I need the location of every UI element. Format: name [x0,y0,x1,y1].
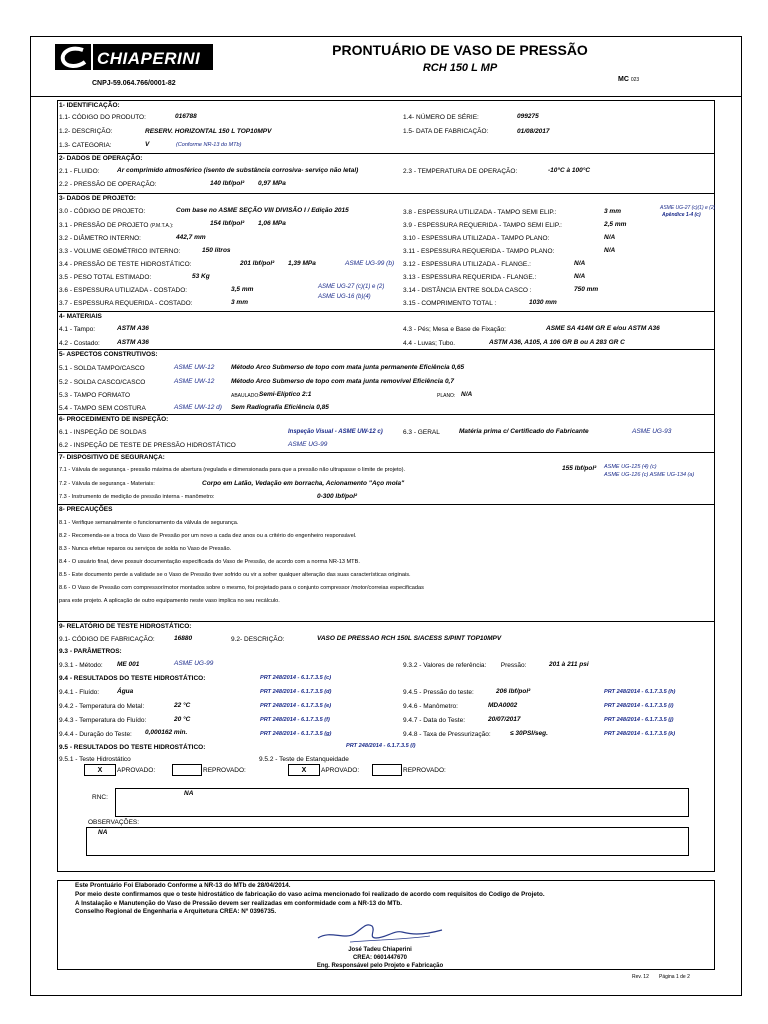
value-tampo: ASTM A36 [117,325,149,332]
label-solda-casco: 5.2 - SOLDA CASCO/CASCO [59,379,146,386]
value-manometro: 0-300 lbf/pol² [317,493,358,500]
label-plano: PLANO: [437,393,456,399]
value-rnc: NA [184,790,194,797]
label-aprovado-estanqueidade: APROVADO: [321,767,360,774]
label-observacoes: OBSERVAÇÕES: [88,819,140,826]
value-espessura-req-flange: N/A [574,273,586,280]
label-pressao-teste-res: 9.4.5 - Pressão do teste: [403,689,474,696]
label-espessura-req-tampo-plano: 3.11 - ESPESSURA REQUERIDA - TAMPO PLANO: [403,248,555,255]
value-distancia-solda: 750 mm [574,286,599,293]
label-espessura-costado: 3.6 - ESPESSURA UTILIZADA - COSTADO: [59,287,188,294]
section-dados-operacao: 2- DADOS DE OPERAÇÃO: [57,153,715,163]
label-taxa: 9.4.8 - Taxa de Pressurização: [403,731,491,738]
precaucao-8-2: 8.2 - Recomenda-se a troca do Vaso de Pressão por um novo a cada dez anos ou a critério do engenheiro responsável. [59,533,357,539]
value-pressao-projeto-lbf: 154 lbf/pol² [210,220,245,227]
section-materiais: 4- MATERIAIS [57,311,715,321]
ref-taxa: PRT 248/2014 - 6.1.7.3.5 (k) [604,731,676,737]
document-title: PRONTUÁRIO DE VASO DE PRESSÃO [332,42,588,58]
section-identificacao: 1- IDENTIFICAÇÃO: [59,102,120,109]
header-divider [30,96,742,97]
section-inspecao: 6- PROCEDIMENTO DE INSPEÇÃO: [57,414,715,424]
label-descricao-teste: 9.2- DESCRIÇÃO: [231,636,285,643]
ref-geral: ASME UG-93 [632,428,672,435]
section-relatorio-teste: 9- RELATÓRIO DE TESTE HIDROSTÁTICO: [57,621,715,631]
value-inspecao-teste: ASME UG-99 [288,441,328,448]
label-comprimento: 3.15 - COMPRIMENTO TOTAL : [403,300,497,307]
rnc-field[interactable] [115,788,689,817]
signatory-name: José Tadeu Chiaperini [348,947,412,953]
value-codigo-projeto: Com base no ASME SEÇÃO VIII DIVISÃO I / Edição 2015 [176,207,349,214]
label-abaulado: ABAULADO: [231,393,260,399]
label-tampo: 4.1 - Tampo: [59,326,96,333]
value-luvas: ASTM A36, A105, A 106 GR B ou A 283 GR C [489,339,625,346]
label-categoria: 1.3- CATEGORIA: [59,142,112,149]
label-codigo-projeto: 3.0 - CÓDIGO DE PROJETO: [59,208,146,215]
ref-duracao: PRT 248/2014 - 6.1.7.3.5 (g) [260,731,332,737]
checkbox-reprovado-estanqueidade[interactable] [372,764,402,776]
footer-line-4: Conselho Regional de Engenharia e Arquitetura CREA: Nº 0396735. [75,908,277,915]
ref-espessura-costado: ASME UG-27 (c)(1) e (2) [318,284,385,290]
observacoes-field[interactable] [86,827,689,856]
ref-resultados: PRT 248/2014 - 6.1.7.3.5 (c) [260,675,332,681]
value-fluido: Ar comprimido atmosférico (isento de substância corrosiva- serviço não letal) [117,167,359,174]
cnpj: CNPJ-59.064.766/0001-82 [92,80,176,87]
label-codigo-fabricacao: 9.1- CÓDIGO DE FABRICAÇÃO: [59,636,155,643]
value-metodo: ME 001 [117,661,140,668]
label-teste-estanqueidade: 9.5.2 - Teste de Estanqueidade [259,756,349,763]
label-data-fabricacao: 1.5- DATA DE FABRICAÇÃO: [403,128,489,135]
mc-code: MC 023 [618,76,640,83]
label-manometro: 7.3 - Instrumento de medição de pressão interna - manômetro: [59,494,215,500]
ref-espessura-tampo-elip: ASME UG-27 (c)(1) e (2) [660,205,716,211]
footer-line-1: Este Prontuário Foi Elaborado Conforme a NR-13 do MTb de 28/04/2014. [75,882,291,889]
value-espessura-tampo-plano: N/A [604,234,616,241]
value-pressao-operacao-mpa: 0,97 MPa [258,180,286,187]
label-costado: 4.2 - Costado: [59,340,100,347]
ref-manometro-teste: PRT 248/2014 - 6.1.7.3.5 (i) [604,703,674,709]
value-manometro-teste: MDA0002 [488,702,518,709]
ref-pressao-teste-res: PRT 248/2014 - 6.1.7.3.5 (h) [604,689,676,695]
ref-resultados-95: PRT 248/2014 - 6.1.7.3.5 (l) [346,743,416,749]
value-pressao-projeto-mpa: 1,06 MPa [258,220,286,227]
label-tampo-formato: 5.3 - TAMPO FORMATO [59,392,131,399]
section-precaucoes: 8- PRECAUÇÕES [57,504,715,514]
value-codigo-fabricacao: 16880 [174,635,193,642]
checkbox-aprovado-estanqueidade[interactable]: X [288,764,320,776]
value-categoria-norma: (Conforme NR-13 do MTb) [176,142,242,148]
value-temp-fluido: 20 °C [174,716,191,723]
label-espessura-req-costado: 3.7 - ESPESSURA REQUERIDA - COSTADO: [59,300,193,307]
label-data-teste: 9.4.7 - Data do Teste: [403,717,466,724]
label-duracao: 9.4.4 - Duração do Teste: [59,731,132,738]
label-descricao: 1.2- DESCRIÇÃO: [59,128,113,135]
ref-valvula-1: ASME UG-125 (4) (c) [604,464,657,470]
value-abaulado: Semi-Elíptico 2:1 [259,391,312,398]
label-temp-fluido: 9.4.3 - Temperatura do Fluído: [59,717,147,724]
ref-espessura-req-costado: ASME UG-16 (b)(4) [318,294,371,300]
label-volume: 3.3 - VOLUME GEOMÉTRICO INTERNO: [59,248,181,255]
label-diametro-interno: 3.2 - DIÂMETRO INTERNO: [59,235,141,242]
label-fluido-teste: 9.4.1 - Fluído: [59,689,100,696]
value-data-fabricacao: 01/08/2017 [517,128,550,135]
precaucao-8-6: 8.6 - O Vaso de Pressão com compressor/motor montados sobre o mesmo, foi projetado para o conjunto compressor /motor/correias especificadas [59,585,424,591]
ref-solda-casco: ASME UW-12 [174,378,215,385]
value-solda-casco: Método Arco Submerso de topo com mata junta removível Eficiência 0,7 [231,378,454,385]
signature [310,916,450,946]
label-metodo: 9.3.1 - Método: [59,662,103,669]
label-espessura-flange: 3.12 - ESPESSURA UTILIZADA - FLANGE.: [403,261,531,268]
precaucao-8-1: 8.1 - Verifique semanalmente o funcionamento da válvula de segurança. [59,520,239,526]
precaucao-8-4: 8.4 - O usuário final, deve possuir documentação especificada do Vaso de Pressão, de acordo com a norma NR-13 MTB. [59,559,360,565]
label-reprovado-estanqueidade: REPROVADO: [403,767,446,774]
value-taxa: ≤ 30PSI/seg. [510,730,548,737]
value-espessura-req-tampo-elip: 2,5 mm [604,221,627,228]
chiaperini-logo [55,40,215,74]
label-distancia-solda: 3.14 - DISTÂNCIA ENTRE SOLDA CASCO : [403,287,532,294]
label-codigo-produto: 1.1- CÓDIGO DO PRODUTO: [59,114,146,121]
logo-text: CHIAPERINI [97,49,201,68]
label-pressao-teste: 3.4 - PRESSÃO DE TESTE HIDROSTÁTICO: [59,261,192,268]
value-comprimento: 1030 mm [529,299,557,306]
label-peso: 3.5 - PESO TOTAL ESTIMADO: [59,274,152,281]
signatory-role: Eng. Responsável pelo Projeto e Fabricação [316,963,444,969]
section-aspectos: 5- ASPECTOS CONSTRUTIVOS: [57,349,715,359]
checkbox-reprovado-hidrostatico[interactable] [172,764,202,776]
value-temp-metal: 22 °C [174,702,191,709]
signatory-crea: CREA: 0601447670 [352,955,408,961]
value-espessura-costado: 3,5 mm [231,286,254,293]
value-solda-tampo: Método Arco Submerso de topo com mata junta permanente Eficiência 0,65 [231,364,465,371]
precaucao-8-6-cont: para este projeto. A aplicação de outro equipamento neste vaso implica no seu recálculo. [59,598,280,604]
value-data-teste: 20/07/2017 [488,716,521,723]
label-resultados: 9.4 - RESULTADOS DO TESTE HIDROSTÁTICO: [59,675,206,682]
label-espessura-tampo-elip: 3.8 - ESPESSURA UTILIZADA - TAMPO SEMI ELIP.: [403,209,557,216]
ref-tampo-sem-costura: ASME UW-12 d) [174,404,222,411]
label-numero-serie: 1.4- NÚMERO DE SÉRIE: [403,114,479,121]
value-costado: ASTM A36 [117,339,149,346]
section-dados-projeto: 3- DADOS DE PROJETO: [57,193,715,203]
ref-valvula-2: ASME UG-126 (c) ASME UG-134 (a) [604,472,695,478]
label-pes-mesa: 4.3 - Pés; Mesa e Base de Fixação: [403,326,506,333]
label-espessura-req-tampo-elip: 3.9 - ESPESSURA REQUERIDA - TAMPO SEMI ELIP.: [403,222,562,229]
label-solda-tampo: 5.1 - SOLDA TAMPO/CASCO [59,365,145,372]
revision: Rev. 12 [632,974,649,980]
value-descricao-teste: VASO DE PRESSAO RCH 150L S/ACESS S/PINT TOP10MPV [317,635,502,642]
precaucao-8-3: 8.3 - Nunca efetue reparos ou serviços de solda no Vaso de Pressão. [59,546,232,552]
value-pressao-teste-res: 206 lbf/pol² [496,688,531,695]
ref-solda-tampo: ASME UW-12 [174,364,215,371]
value-inspecao-soldas: Inspeção Visual - ASME UW-12 c) [288,429,383,435]
value-numero-serie: 099275 [517,113,539,120]
label-geral: 6.3 - GERAL [403,429,440,436]
ref-fluido-teste: PRT 248/2014 - 6.1.7.3.5 (d) [260,689,332,695]
value-plano: N/A [461,391,473,398]
label-tampo-sem-costura: 5.4 - TAMPO SEM COSTURA [59,405,146,412]
label-rnc: RNC: [92,794,108,801]
label-parametros: 9.3 - PARÂMETROS: [59,648,122,655]
ref-metodo: ASME UG-99 [174,660,214,667]
ref-temp-fluido: PRT 248/2014 - 6.1.7.3.5 (f) [260,717,330,723]
footer-line-3: A Instalação e Manutenção do Vaso de Pressão devem ser realizadas em conformidade com a NR-13 do MTb. [75,900,402,907]
value-espessura-tampo-elip: 3 mm [604,208,621,215]
value-pressao-teste-mpa: 1,39 MPa [288,260,316,267]
label-aprovado-hidrostatico: APROVADO: [117,767,156,774]
label-espessura-tampo-plano: 3.10 - ESPESSURA UTILIZADA - TAMPO PLANO: [403,235,550,242]
label-pressao-operacao: 2.2 - PRESSÃO DE OPERAÇÃO: [59,181,157,188]
label-teste-hidrostatico: 9.5.1 - Teste Hidrostático [59,756,131,763]
value-diametro-interno: 442,7 mm [176,234,206,241]
value-pressao-teste-lbf: 201 lbf/pol² [240,260,275,267]
label-temp-metal: 9.4.2 - Temperatura do Metal: [59,703,145,710]
label-reprovado-hidrostatico: REPROVADO: [203,767,246,774]
ref-apendice: Apêndice 1-4 (c) [662,212,701,218]
value-fluido-teste: Água [117,688,134,695]
document-subtitle: RCH 150 L MP [422,62,498,74]
value-valvula-materiais: Corpo em Latão, Vedação em borracha, Acionamento "Aço mola" [202,480,405,487]
value-descricao: RESERV. HORIZONTAL 150 L TOP10MPV [145,128,272,135]
value-pes-mesa: ASME SA 414M GR E e/ou ASTM A36 [546,325,660,332]
value-tampo-sem-costura: Sem Radiografia Eficiência 0,85 [231,404,329,411]
checkbox-aprovado-hidrostatico[interactable]: X [84,764,116,776]
value-espessura-flange: N/A [574,260,586,267]
label-temperatura-operacao: 2.3 - TEMPERATURA DE OPERAÇÃO: [403,168,518,175]
label-espessura-req-flange: 3.13 - ESPESSURA REQUERIDA - FLANGE.: [403,274,537,281]
value-valores-referencia: 201 à 211 psi [549,661,589,668]
value-peso: 53 Kg [192,273,210,280]
ref-temp-metal: PRT 248/2014 - 6.1.7.3.5 (e) [260,703,332,709]
label-resultados-95: 9.5 - RESULTADOS DO TESTE HIDROSTÁTICO: [59,744,206,751]
value-temperatura-operacao: -10°C à 100°C [548,167,591,174]
precaucao-8-5: 8.5 - Este documento perde a validade se o Vaso de Pressão tiver sofrido ou vir a sofrer qualquer alteração das suas características originais. [59,572,411,578]
section-dispositivo: 7- DISPOSITIVO DE SEGURANÇA: [57,452,715,462]
value-valvula-pressao: 155 lbf/pol² [562,465,597,472]
value-geral: Matéria prima c/ Certificado do Fabricante [459,428,589,435]
value-duracao: 0,000162 min. [145,729,188,736]
label-luvas: 4.4 - Luvas; Tubo. [403,340,456,347]
ref-pressao-teste: ASME UG-99 (b) [345,260,395,267]
label-manometro-teste: 9.4.6 - Manômetro: [403,703,458,710]
value-espessura-req-tampo-plano: N/A [604,247,616,254]
value-codigo-produto: 016788 [175,113,197,120]
label-valvula-pressao: 7.1 - Válvula de segurança - pressão máxima de abertura (regulada e dimensionada para que a pressão não ultrapasse o limite de projeto). [59,467,406,473]
value-espessura-req-costado: 3 mm [231,299,248,306]
value-observacoes: NA [98,829,108,836]
label-inspecao-teste: 6.2 - INSPEÇÃO DE TESTE DE PRESSÃO HIDROSTÁTICO [59,442,236,449]
label-valvula-materiais: 7.2 - Válvula de segurança - Materiais: [59,481,155,487]
label-pressao-projeto: 3.1 - PRESSÃO DE PROJETO (P.M.T.A.): [59,222,174,229]
footer-line-2: Por meio deste confirmamos que o teste hidrostático de fabricação do vaso acima mencionado foi realizado de acordo com requisitos do Codigo de Projeto. [75,891,545,898]
value-volume: 150 litros [202,247,231,254]
label-valores-referencia: 9.3.2 - Valores de referência: Pressão: [403,662,527,669]
value-pressao-operacao-lbf: 140 lbf/pol² [210,180,245,187]
signature-block [300,946,460,970]
label-fluido: 2.1 - FLUIDO: [59,168,100,175]
page-number: Página 1 de 2 [659,974,690,980]
value-categoria: V [145,141,150,148]
label-inspecao-soldas: 6.1 - INSPEÇÃO DE SOLDAS [59,429,147,436]
ref-data-teste: PRT 248/2014 - 6.1.7.3.5 (j) [604,717,674,723]
